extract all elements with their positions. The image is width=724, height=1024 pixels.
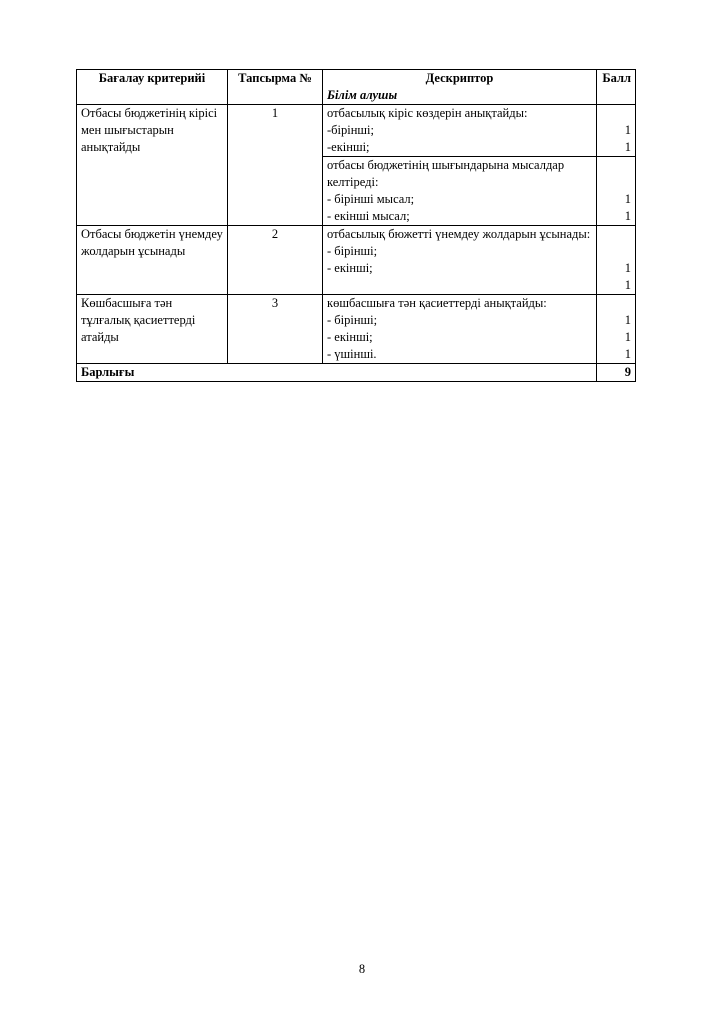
score-line: 1 [624, 209, 631, 223]
header-descriptor [323, 70, 597, 105]
score-cell [597, 157, 636, 226]
score-cell [597, 226, 636, 295]
score-line: 1 [624, 278, 631, 292]
descriptor-cell [323, 226, 597, 295]
descriptor-line: - бірінші мысал; [327, 192, 415, 206]
score-line [601, 174, 631, 191]
descriptor-line: көшбасшыға тән қасиеттерді анықтайды: [327, 296, 547, 310]
descriptor-line: - бірінші; [327, 244, 378, 258]
table-row [77, 105, 636, 157]
descriptor-line: отбасылық кіріс көздерін анықтайды: [327, 106, 528, 120]
descriptor-line: отбасы бюджетінің шығындарына мысалдар келтіреді: [327, 158, 565, 189]
total-label: Барлығы [77, 364, 597, 382]
score-line: 1 [624, 261, 631, 275]
score-line: 1 [624, 192, 631, 206]
score-line [601, 226, 631, 243]
descriptor-line: -бірінші; [327, 123, 374, 137]
table-row [77, 226, 636, 295]
table-row [77, 295, 636, 364]
score-cell [597, 295, 636, 364]
total-value: 9 [597, 364, 636, 382]
criterion-cell: Отбасы бюджетін үнемдеу жолдарын ұсынады [77, 226, 228, 295]
score-line [601, 243, 631, 260]
task-number-cell: 2 [228, 226, 323, 295]
score-line: 1 [624, 140, 631, 154]
descriptor-line: -екінші; [327, 140, 370, 154]
header-task-number: Тапсырма № [228, 70, 323, 105]
header-descriptor-sub: Білім алушы [327, 88, 398, 102]
task-number-cell: 3 [228, 295, 323, 364]
criterion-cell: Көшбасшыға тән тұлғалық қасиеттерді атайды [77, 295, 228, 364]
score-line [601, 295, 631, 312]
criterion-cell: Отбасы бюджетінің кірісі мен шығыстарын анықтайды [77, 105, 228, 226]
header-row [77, 70, 636, 105]
score-cell [597, 105, 636, 157]
descriptor-cell [323, 295, 597, 364]
descriptor-line: отбасылық бюжетті үнемдеу жолдарын ұсынады: [327, 227, 591, 241]
page-number: 8 [358, 962, 366, 976]
score-line: 1 [624, 330, 631, 344]
score-line: 1 [624, 347, 631, 361]
task-number-cell: 1 [228, 105, 323, 226]
assessment-rubric-table [76, 69, 636, 382]
score-line [601, 105, 631, 122]
header-score: Балл [597, 70, 636, 105]
header-criterion: Бағалау критерийі [77, 70, 228, 105]
total-row [77, 364, 636, 382]
descriptor-line: - бірінші; [327, 313, 378, 327]
descriptor-line: - екінші; [327, 261, 373, 275]
score-line [601, 157, 631, 174]
score-line: 1 [624, 123, 631, 137]
score-line: 1 [624, 313, 631, 327]
descriptor-cell [323, 157, 597, 226]
header-descriptor-label: Дескриптор [425, 71, 494, 85]
descriptor-cell [323, 105, 597, 157]
descriptor-line: - екінші; [327, 330, 373, 344]
descriptor-line: - үшінші. [327, 347, 377, 361]
descriptor-line: - екінші мысал; [327, 209, 410, 223]
